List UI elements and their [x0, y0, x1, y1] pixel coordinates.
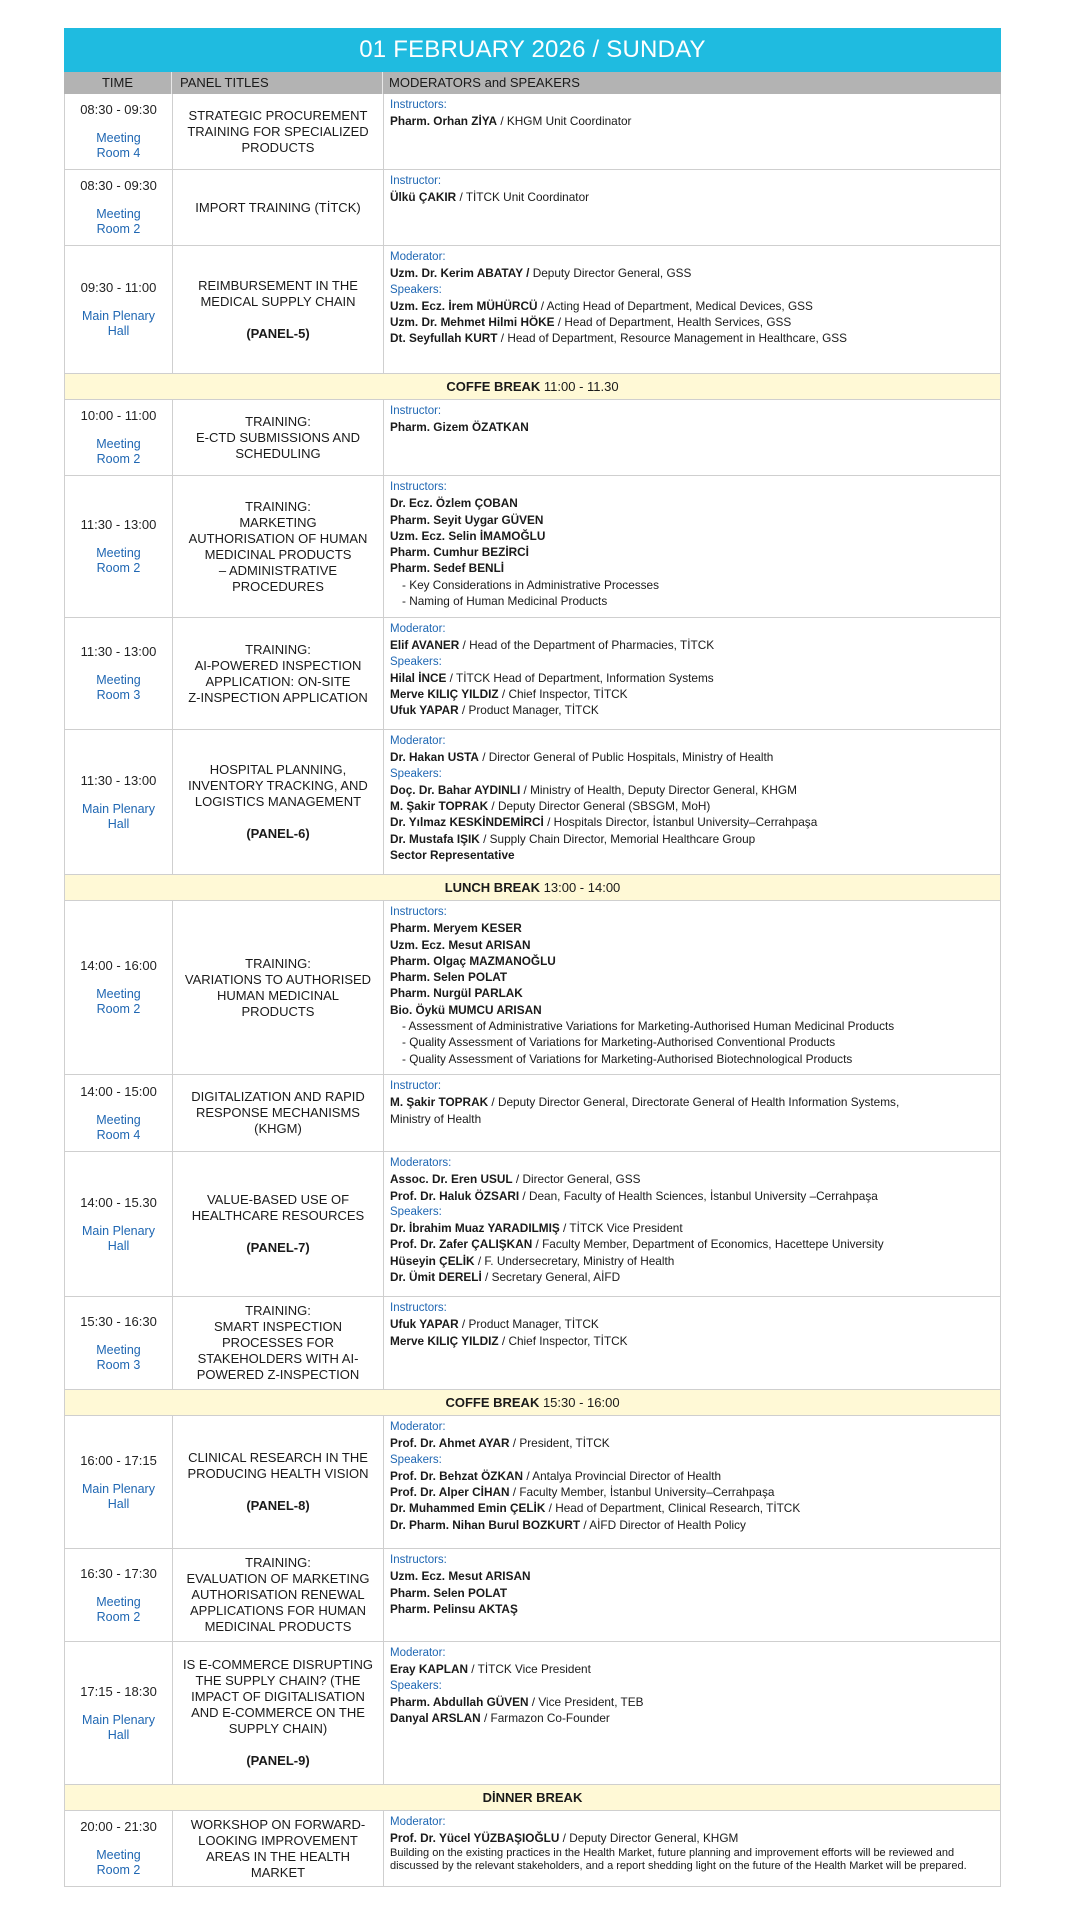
role-label: Speakers:: [390, 655, 442, 668]
session-people-cell: [384, 1297, 1000, 1389]
person-affiliation: / AİFD Director of Health Policy: [580, 1517, 746, 1532]
break-label: COFFE BREAK: [446, 379, 541, 394]
person-line: [390, 686, 994, 702]
session-people-cell: [384, 1549, 1000, 1641]
session-title: DIGITALIZATION AND RAPID RESPONSE MECHANISMS (KHGM): [191, 1089, 365, 1136]
role-label: Moderator:: [390, 1421, 446, 1433]
person-line: [390, 637, 994, 653]
day-title: 01 FEBRUARY 2026 / SUNDAY: [64, 28, 1001, 72]
session-room: Main Plenary Hall: [82, 309, 155, 338]
person-name: Pharm. Pelinsu AKTAŞ: [390, 1601, 518, 1616]
session-time-cell: [65, 1152, 173, 1296]
session-title-cell: [173, 1416, 384, 1548]
person-name: Pharm. Orhan ZİYA: [390, 114, 498, 129]
person-line: [390, 419, 994, 435]
person-line: [390, 798, 994, 814]
person-name: Pharm. Abdullah GÜVEN: [390, 1694, 529, 1709]
session-row: [64, 94, 1001, 170]
session-title-cell: [173, 730, 384, 874]
session-title: IMPORT TRAINING (TİTCK): [195, 199, 361, 215]
person-name: Dr. Ecz. Özlem ÇOBAN: [390, 496, 518, 511]
person-line: [390, 298, 994, 314]
session-row: [64, 476, 1001, 618]
person-line: [390, 512, 994, 528]
session-title: TRAINING: EVALUATION OF MARKETING AUTHORISATION RENEWAL APPLICATIONS FOR HUMAN MEDICINAL PRODUCTS: [186, 1555, 370, 1634]
break-label: DİNNER BREAK: [482, 1790, 583, 1805]
session-title: HOSPITAL PLANNING, INVENTORY TRACKING, AND LOGISTICS MANAGEMENT: [188, 762, 368, 809]
role-label: Moderator:: [390, 1816, 446, 1828]
topic-item: - Naming of Human Medicinal Products: [402, 594, 608, 609]
person-line: [390, 1316, 994, 1332]
break-row: [64, 1785, 1001, 1811]
session-time: 14:00 - 15.30: [80, 1194, 157, 1210]
person-name: Pharm. Selen POLAT: [390, 1585, 508, 1600]
session-time: 11:30 - 13:00: [80, 644, 157, 659]
person-name: Ufuk YAPAR: [390, 1317, 459, 1332]
session-title: TRAINING: VARIATIONS TO AUTHORISED HUMAN MEDICINAL PRODUCTS: [184, 955, 372, 1019]
session-title-cell: [173, 1811, 384, 1886]
session-time: 16:00 - 17:15: [80, 1452, 157, 1468]
person-name: Bio. Öykü MUMCU ARISAN: [390, 1002, 542, 1017]
session-room: Main Plenary Hall: [82, 1481, 155, 1511]
person-line: [390, 1568, 994, 1584]
person-name: Pharm. Olgaç MAZMANOĞLU: [390, 953, 556, 968]
person-name: Uzm. Dr. Kerim ABATAY /: [390, 266, 530, 281]
session-people-cell: [384, 476, 1000, 617]
break-row: [64, 374, 1001, 400]
session-people-cell: [384, 1642, 1000, 1784]
session-room: Meeting Room 2: [96, 207, 141, 236]
role-label: Moderator:: [390, 251, 446, 263]
header-speakers: MODERATORS and SPEAKERS: [389, 75, 580, 90]
session-title: IS E-COMMERCE DISRUPTING THE SUPPLY CHAIN? (THE IMPACT OF DIGITALISATION AND E-COMMERCE ON THE SUPPLY CHAIN): [183, 1657, 373, 1736]
role-label: Instructors:: [390, 1554, 447, 1566]
session-time-cell: [65, 246, 173, 373]
panel-label: (PANEL-5): [246, 325, 310, 341]
session-row: [64, 170, 1001, 246]
session-title-cell: [173, 901, 384, 1074]
session-time-cell: [65, 1642, 173, 1784]
panel-label: (PANEL-8): [246, 1498, 310, 1513]
session-title: REIMBURSEMENT IN THE MEDICAL SUPPLY CHAIN: [198, 277, 358, 309]
person-line: [390, 920, 994, 936]
session-row: [64, 1075, 1001, 1152]
session-title: WORKSHOP ON FORWARD- LOOKING IMPROVEMENT AREAS IN THE HEALTH MARKET: [190, 1816, 366, 1880]
person-name: Pharm. Meryem KESER: [390, 921, 522, 936]
person-affiliation: / Secretary General, AİFD: [481, 1270, 621, 1285]
session-time: 14:00 - 15:00: [80, 1083, 157, 1099]
person-affiliation: / TİTCK Vice President: [559, 1221, 683, 1236]
person-name: Ülkü ÇAKIR: [390, 190, 457, 205]
person-name: Prof. Dr. Alper CİHAN: [390, 1485, 510, 1500]
session-title-cell: [173, 1152, 384, 1296]
session-time-cell: [65, 901, 173, 1074]
person-line: [390, 1661, 994, 1677]
person-line: [390, 749, 994, 765]
role-label: Speakers:: [390, 1453, 442, 1466]
person-name: Hilal İNCE: [390, 670, 447, 685]
person-affiliation: / Chief Inspector, TİTCK: [498, 1333, 628, 1348]
person-affiliation: / President, TİTCK: [509, 1436, 610, 1451]
person-affiliation: Deputy Director General, GSS: [529, 266, 692, 281]
person-affiliation: / Chief Inspector, TİTCK: [498, 687, 628, 702]
person-affiliation: / Acting Head of Department, Medical Devices, GSS: [537, 298, 813, 313]
session-people-cell: [384, 1811, 1000, 1886]
session-people-cell: [384, 1152, 1000, 1296]
session-room: Meeting Room 2: [96, 437, 141, 466]
panel-label: (PANEL-7): [246, 1240, 310, 1255]
person-line: [390, 937, 994, 953]
session-row: [64, 901, 1001, 1075]
person-name: Prof. Dr. Ahmet AYAR: [390, 1436, 510, 1451]
role-label: Speakers:: [390, 767, 442, 780]
session-row: [64, 730, 1001, 875]
person-name: Dr. Hakan USTA: [390, 750, 479, 765]
person-name: Dr. İbrahim Muaz YARADILMIŞ: [390, 1221, 560, 1236]
person-name: Dr. Ümit DERELİ: [390, 1270, 482, 1285]
person-affiliation: / TİTCK Unit Coordinator: [456, 190, 590, 205]
session-title-cell: [173, 94, 384, 169]
person-affiliation: / Head of the Department of Pharmacies, TİTCK: [459, 638, 715, 653]
person-name: Merve KILIÇ YILDIZ: [390, 687, 499, 702]
person-name: Prof. Dr. Zafer ÇALIŞKAN: [390, 1237, 533, 1252]
person-line: [390, 969, 994, 985]
session-title: VALUE-BASED USE OF HEALTHCARE RESOURCES: [191, 1192, 365, 1223]
person-line: [390, 1253, 994, 1269]
session-time-cell: [65, 170, 173, 245]
session-row: [64, 1152, 1001, 1297]
role-label: Speakers:: [390, 283, 442, 296]
person-affiliation: / TİTCK Vice President: [468, 1662, 591, 1677]
header-titles: PANEL TITLES: [172, 72, 383, 94]
session-room: Main Plenary Hall: [82, 1223, 155, 1253]
person-line: [390, 670, 994, 686]
person-line: [390, 1500, 994, 1516]
person-line: [390, 1333, 994, 1349]
person-line: [390, 1468, 994, 1484]
role-label: Instructor:: [390, 405, 442, 417]
session-title-cell: [173, 400, 384, 475]
person-affiliation: / Director General of Public Hospitals, Ministry of Health: [478, 750, 774, 765]
person-line: [390, 702, 994, 718]
person-name: Dr. Muhammed Emin ÇELİK: [390, 1501, 546, 1516]
role-label: Speakers:: [390, 1679, 442, 1692]
person-line: [390, 265, 994, 281]
person-name: Uzm. Ecz. Selin İMAMOĞLU: [390, 528, 546, 543]
person-affiliation: / KHGM Unit Coordinator: [497, 114, 632, 129]
schedule-table: [64, 28, 1001, 1887]
session-time-cell: [65, 618, 173, 729]
role-label: Instructors:: [390, 906, 447, 918]
session-title-cell: [173, 246, 384, 373]
person-affiliation: / Deputy Director General, KHGM: [559, 1831, 739, 1846]
break-time: 11:00 - 11.30: [540, 379, 619, 394]
role-label: Instructor:: [390, 175, 442, 187]
session-room: Meeting Room 2: [96, 1594, 141, 1624]
person-affiliation: / Faculty Member, İstanbul University–Cerrahpaşa: [509, 1485, 775, 1500]
person-line: [390, 330, 994, 346]
session-room: Meeting Room 2: [96, 987, 141, 1016]
person-line: [390, 1220, 994, 1236]
person-line: [390, 953, 994, 969]
person-name: Dr. Mustafa IŞIK: [390, 831, 480, 846]
person-name: Assoc. Dr. Eren USUL: [390, 1172, 513, 1187]
session-people-cell: [384, 618, 1000, 729]
session-title: CLINICAL RESEARCH IN THE PRODUCING HEALTH VISION: [187, 1450, 369, 1481]
person-affiliation: / Faculty Member, Department of Economics, Hacettepe University: [532, 1237, 884, 1252]
person-line: [390, 1188, 994, 1204]
session-row: [64, 1642, 1001, 1785]
person-affiliation: / F. Undersecretary, Ministry of Health: [474, 1253, 675, 1268]
role-label: Speakers:: [390, 1205, 442, 1218]
person-affiliation: / Product Manager, TİTCK: [458, 1317, 599, 1332]
session-title: TRAINING: E-CTD SUBMISSIONS AND SCHEDULING: [196, 413, 360, 461]
break-time: 15:30 - 16:00: [539, 1395, 620, 1410]
session-title-cell: [173, 170, 384, 245]
session-title: TRAINING: SMART INSPECTION PROCESSES FOR STAKEHOLDERS WITH AI- POWERED Z-INSPECTION: [196, 1303, 360, 1382]
session-people-cell: [384, 901, 1000, 1074]
person-name: M. Şakir TOPRAK: [390, 799, 489, 814]
person-line: [390, 1830, 994, 1846]
person-line: [390, 1171, 994, 1187]
person-line: [390, 495, 994, 511]
person-affiliation: / Deputy Director General, Directorate General of Health Information Systems,: [488, 1095, 900, 1110]
schedule-rows: [64, 94, 1001, 1887]
person-name: Pharm. Gizem ÖZATKAN: [390, 420, 529, 435]
person-line: [390, 113, 994, 129]
session-time: 11:30 - 13:00: [80, 517, 157, 532]
person-name: Pharm. Seyit Uygar GÜVEN: [390, 512, 544, 527]
person-affiliation: / Ministry of Health, Deputy Director General, KHGM: [520, 782, 797, 797]
person-name: Hüseyin ÇELİK: [390, 1253, 475, 1268]
session-room: Meeting Room 3: [96, 673, 141, 702]
session-title: TRAINING: MARKETING AUTHORISATION OF HUMAN MEDICINAL PRODUCTS – ADMINISTRATIVE PROCEDURES: [188, 498, 368, 594]
session-people-cell: [384, 1416, 1000, 1548]
role-label: Instructor:: [390, 1080, 442, 1092]
session-title-cell: [173, 1549, 384, 1641]
break-label: COFFE BREAK: [445, 1395, 540, 1410]
person-line: [390, 1269, 994, 1285]
session-time: 16:30 - 17:30: [80, 1565, 157, 1581]
topic-item: - Key Considerations in Administrative Processes: [402, 577, 660, 592]
session-row: [64, 246, 1001, 374]
person-name: Prof. Dr. Yücel YÜZBAŞIOĞLU: [390, 1831, 560, 1846]
person-line: [390, 560, 994, 576]
session-title: TRAINING: AI-POWERED INSPECTION APPLICATION: ON-SITE Z-INSPECTION APPLICATION: [188, 641, 368, 705]
person-line: [390, 1585, 994, 1601]
session-time: 15:30 - 16:30: [80, 1313, 157, 1329]
person-line: [390, 1236, 994, 1252]
person-line: [390, 314, 994, 330]
person-line: [390, 1002, 994, 1018]
session-time: 10:00 - 11:00: [80, 408, 157, 423]
break-time: 13:00 - 14:00: [540, 880, 621, 895]
person-name: Prof. Dr. Behzat ÖZKAN: [390, 1468, 524, 1483]
session-time: 17:15 - 18:30: [80, 1683, 157, 1699]
person-affiliation: / Deputy Director General (SBSGM, MoH): [488, 799, 711, 814]
role-label: Instructors:: [390, 1302, 447, 1314]
session-time: 08:30 - 09:30: [80, 178, 157, 193]
break-row: [64, 875, 1001, 901]
topic-item: - Quality Assessment of Variations for Marketing-Authorised Conventional Products: [402, 1035, 836, 1050]
role-label: Moderator:: [390, 735, 446, 747]
person-line: [390, 1094, 994, 1110]
session-time: 09:30 - 11:00: [80, 280, 157, 295]
session-room: Meeting Room 4: [96, 131, 141, 160]
panel-label: (PANEL-9): [246, 1753, 310, 1768]
session-time-cell: [65, 94, 173, 169]
person-name: Uzm. Dr. Mehmet Hilmi HÖKE: [390, 315, 555, 330]
session-description: Building on the existing practices in the Health Market, future planning and improvement efforts will be reviewed and discussed by the relevant stakeholders, and a report shedding light on the future of the Health Market will be prepared.: [390, 1846, 967, 1872]
role-label: Moderators:: [390, 1157, 452, 1169]
break-row: [64, 1390, 1001, 1416]
person-name: Uzm. Ecz. Mesut ARISAN: [390, 937, 531, 952]
session-room: Meeting Room 2: [96, 546, 141, 575]
session-people-cell: [384, 246, 1000, 373]
session-time: 11:30 - 13:00: [80, 772, 157, 788]
header-time: TIME: [64, 72, 172, 94]
person-name: Dr. Yılmaz KESKİNDEMİRCİ: [390, 815, 544, 830]
session-row: [64, 1416, 1001, 1549]
session-room: Meeting Room 3: [96, 1342, 141, 1372]
session-room: Meeting Room 2: [96, 1848, 141, 1877]
person-name: Pharm. Selen POLAT: [390, 970, 508, 985]
session-title-cell: [173, 618, 384, 729]
session-people-cell: [384, 170, 1000, 245]
session-time: 20:00 - 21:30: [80, 1819, 157, 1834]
person-line: [390, 1601, 994, 1617]
person-affiliation: / Antalya Provincial Director of Health: [523, 1468, 722, 1483]
person-line: [390, 528, 994, 544]
session-time-cell: [65, 400, 173, 475]
session-title-cell: [173, 476, 384, 617]
person-affiliation: / Supply Chain Director, Memorial Healthcare Group: [479, 831, 756, 846]
person-line: [390, 1484, 994, 1500]
break-label: LUNCH BREAK: [444, 880, 541, 895]
role-label: Instructors:: [390, 99, 447, 111]
person-name: Pharm. Cumhur BEZİRCİ: [390, 545, 529, 560]
topic-item: - Quality Assessment of Variations for Marketing-Authorised Biotechnological Products: [402, 1051, 853, 1066]
person-affiliation: / Product Manager, TİTCK: [458, 703, 599, 718]
person-line: [390, 831, 994, 847]
session-time-cell: [65, 1075, 173, 1151]
person-line: [390, 1435, 994, 1451]
person-name: Sector Representative: [390, 848, 515, 863]
session-room: Main Plenary Hall: [82, 801, 155, 831]
person-affiliation: / Head of Department, Health Services, GSS: [554, 315, 792, 330]
person-line: [390, 782, 994, 798]
person-line: [390, 1694, 994, 1710]
session-room: Main Plenary Hall: [82, 1712, 155, 1742]
session-time-cell: [65, 730, 173, 874]
person-line: [390, 985, 994, 1001]
person-line: [390, 1710, 994, 1726]
person-line: [390, 544, 994, 560]
person-name: Danyal ARSLAN: [390, 1711, 481, 1726]
person-line: [390, 189, 994, 205]
person-affiliation: / Dean, Faculty of Health Sciences, İstanbul University –Cerrahpaşa: [519, 1188, 878, 1203]
role-label: Instructors:: [390, 481, 447, 493]
session-people-cell: [384, 1075, 1000, 1151]
panel-label: (PANEL-6): [246, 826, 310, 841]
person-affiliation: / Vice President, TEB: [528, 1694, 644, 1709]
person-name: Doç. Dr. Bahar AYDINLI: [390, 782, 521, 797]
session-room: Meeting Room 4: [96, 1112, 141, 1142]
person-affiliation: / Head of Department, Clinical Research, TİTCK: [545, 1501, 801, 1516]
person-line: [390, 814, 994, 830]
person-name: Elif AVANER: [390, 638, 460, 653]
session-row: [64, 1297, 1001, 1390]
session-people-cell: [384, 730, 1000, 874]
role-label: Moderator:: [390, 1647, 446, 1659]
person-name: Pharm. Sedef BENLİ: [390, 561, 505, 576]
person-name: Pharm. Nurgül PARLAK: [390, 986, 523, 1001]
session-title-cell: [173, 1297, 384, 1389]
session-time-cell: [65, 1811, 173, 1886]
session-row: [64, 1549, 1001, 1642]
person-affiliation: / Farmazon Co-Founder: [480, 1711, 610, 1726]
person-affiliation: / Hospitals Director, İstanbul University–Cerrahpaşa: [543, 815, 818, 830]
session-people-cell: [384, 94, 1000, 169]
person-name: Ufuk YAPAR: [390, 703, 459, 718]
person-affiliation: / Director General, GSS: [512, 1172, 641, 1187]
affiliation-continued: Ministry of Health: [390, 1111, 482, 1126]
session-title-cell: [173, 1642, 384, 1784]
person-affiliation: / Head of Department, Resource Management in Healthcare, GSS: [497, 331, 847, 346]
person-name: M. Şakir TOPRAK: [390, 1095, 489, 1110]
table-header: [64, 72, 1001, 94]
session-time-cell: [65, 1549, 173, 1641]
session-time: 08:30 - 09:30: [80, 102, 157, 117]
person-name: Eray KAPLAN: [390, 1662, 469, 1677]
person-line: [390, 847, 994, 863]
session-time-cell: [65, 1416, 173, 1548]
person-name: Dr. Pharm. Nihan Burul BOZKURT: [390, 1517, 581, 1532]
person-line: [390, 1517, 994, 1533]
session-row: [64, 400, 1001, 476]
person-name: Uzm. Ecz. Mesut ARISAN: [390, 1569, 531, 1584]
session-people-cell: [384, 400, 1000, 475]
session-row: [64, 618, 1001, 730]
person-affiliation: / TİTCK Head of Department, Information Systems: [446, 670, 714, 685]
role-label: Moderator:: [390, 623, 446, 635]
person-name: Dt. Seyfullah KURT: [390, 331, 498, 346]
person-name: Prof. Dr. Haluk ÖZSARI: [390, 1188, 520, 1203]
session-time-cell: [65, 476, 173, 617]
session-title: STRATEGIC PROCUREMENT TRAINING FOR SPECIALIZED PRODUCTS: [187, 107, 369, 155]
person-name: Uzm. Ecz. İrem MÜHÜRCÜ: [390, 298, 538, 313]
session-title-cell: [173, 1075, 384, 1151]
topic-item: - Assessment of Administrative Variations for Marketing-Authorised Human Medicinal Products: [402, 1019, 895, 1034]
person-name: Merve KILIÇ YILDIZ: [390, 1333, 499, 1348]
session-time: 14:00 - 16:00: [80, 958, 157, 973]
session-row: [64, 1811, 1001, 1887]
session-time-cell: [65, 1297, 173, 1389]
